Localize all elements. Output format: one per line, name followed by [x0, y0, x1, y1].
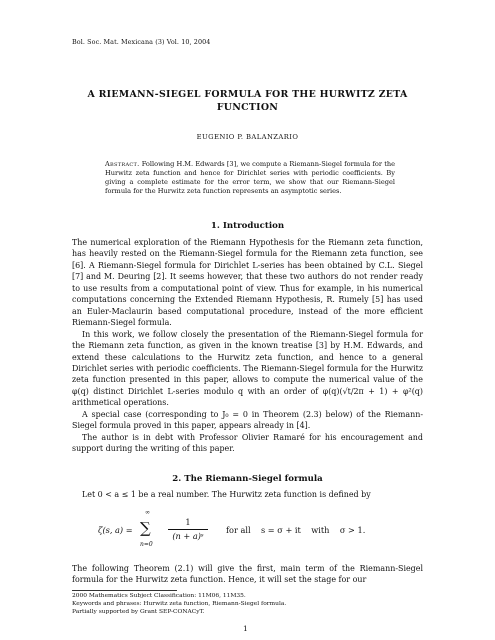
paragraph: Let 0 < a ≤ 1 be a real number. The Hurwitz zeta function is defined by [82, 490, 371, 499]
abstract-text: Following H.M. Edwards [3], we compute a Riemann-Siegel formula for the Hurwitz zeta function and hence for Dirichlet series with periodic coefficients. By giving a complete estimate for the error term, we show that our Riemann-Siegel formula for the Hurwitz zeta function represents an asymptotic series. [105, 160, 395, 196]
footnote-keywords: Keywords and phrases: Hurwitz zeta function, Riemann-Siegel formula. [72, 601, 287, 607]
equation-condition: for all s = σ + it with σ > 1. [226, 525, 366, 535]
sum-symbol: ∑ [140, 519, 151, 537]
title-line-2: FUNCTION [216, 102, 279, 113]
section-heading-riemann-siegel: 2. The Riemann-Siegel formula [172, 474, 323, 484]
abstract-label: Abstract. [105, 160, 140, 168]
equation-lhs: ζ(s, a) = [98, 525, 133, 535]
abstract [105, 160, 395, 196]
footnote-msc: 2000 Mathematics Subject Classification: 11M06, 11M35. [72, 593, 246, 599]
fraction-bar [168, 529, 208, 530]
sum-lower-limit: n=0 [140, 541, 153, 548]
author-name: EUGENIO P. BALANZARIO [196, 133, 299, 141]
paragraph: In this work, we follow closely the presentation of the Riemann-Siegel formula for the Riemann zeta function, as given in the known treatise [3] by H.M. Edwards, and extend these calculations to the Hurwitz zeta function, and hence to a general Dirichlet series with periodic coefficients. The Riemann-Siegel formula for the Hurwitz zeta function presented in this paper, allows to compute the numerical value of the φ(q) distinct Dirichlet L-series modulo q with an order of φ(q)(√t/2π + 1) + φ²(q) arithmetical operations. [72, 329, 423, 408]
journal-header: Bol. Soc. Mat. Mexicana (3) Vol. 10, 2004 [72, 38, 211, 46]
introduction-body [72, 237, 423, 455]
title-line-1: A RIEMANN-SIEGEL FORMULA FOR THE HURWITZ ZETA [87, 89, 408, 100]
paragraph: The author is in debt with Professor Olivier Ramaré for his encouragement and support during the writing of this paper. [72, 432, 423, 454]
page-number: 1 [243, 624, 248, 633]
paragraph: A special case (corresponding to J₀ = 0 in Theorem (2.3) below) of the Riemann-Siegel formula proved in this paper, appears already in [4]. [72, 409, 423, 431]
hurwitz-zeta-definition [98, 507, 418, 555]
section-heading-introduction: 1. Introduction [210, 221, 285, 231]
fraction-numerator: 1 [185, 517, 191, 527]
sum-upper-limit: ∞ [145, 509, 150, 516]
footnote-divider [72, 590, 177, 591]
fraction-denominator: (n + a)ˢ [172, 531, 204, 541]
footnote-support: Partially supported by Grant SEP-CONACyT. [72, 609, 205, 615]
paragraph: The numerical exploration of the Riemann Hypothesis for the Riemann zeta function, has heavily rested on the Riemann-Siegel formula for the Riemann zeta function, see [6]. A Riemann-Siegel formula for Dirichlet L-series has been obtained by C.L. Siegel [7] and M. Deuring [2]. It seems however, that these two authors do not render ready to use results from a computational point of view. Thus for example, in his numerical computations concerning the Extended Riemann Hypothesis, R. Rumely [5] has used an Euler-Maclaurin based computational procedure, instead of the more efficient Riemann-Siegel formula. [72, 238, 423, 328]
paragraph: The following Theorem (2.1) will give the first, main term of the Riemann-Siegel formula for the Hurwitz zeta function. Hence, it will set the stage for our [72, 564, 423, 585]
paper-title [60, 88, 435, 114]
